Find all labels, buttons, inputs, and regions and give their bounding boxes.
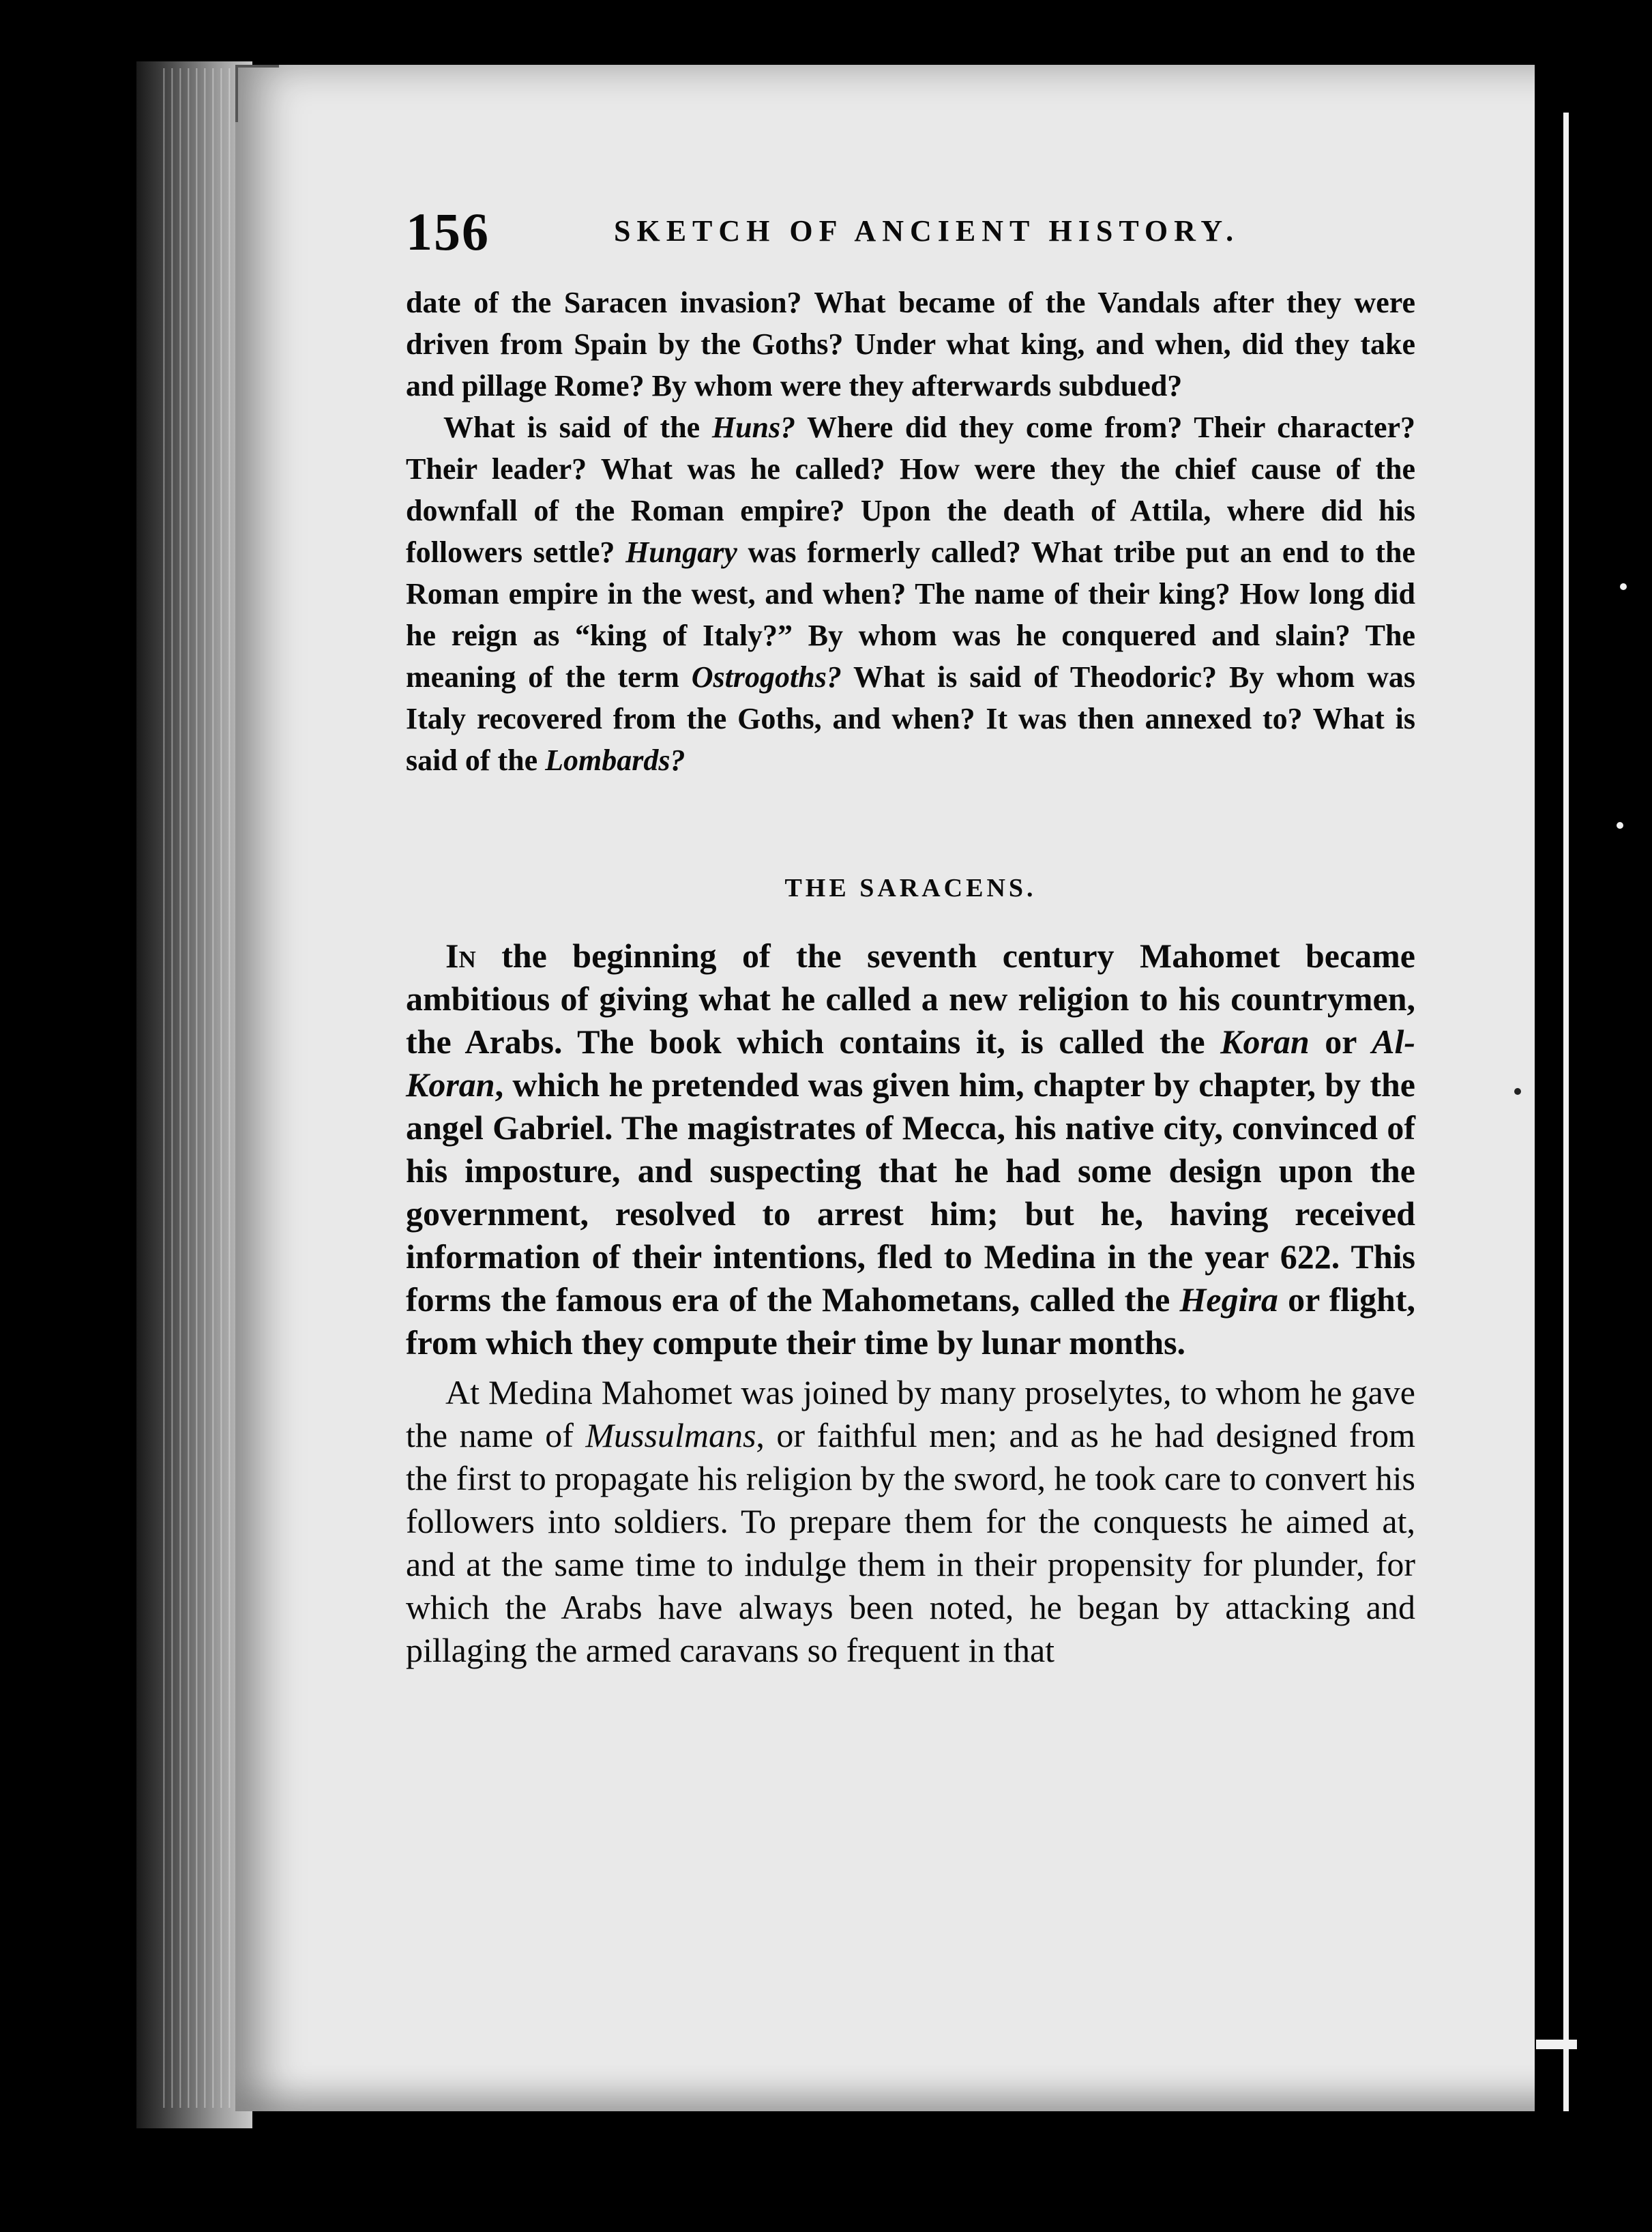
text-run: At Medina Mahomet was joined by many proselytes, to whom he gave the name of <box>406 1373 1415 1454</box>
text-run: date of the Saracen invasion? What became of the Vandals after they were driven from Spain by the Goths? Under what king, and when, did they take and pillage Rome? By whom were they afterwards subdued? <box>406 286 1415 402</box>
page-speck <box>1514 1088 1521 1095</box>
italic-term: Mussulmans <box>585 1416 756 1454</box>
review-questions <box>406 282 1415 781</box>
text-run: was formerly called? What tribe put an end to the Roman empire in the west, and when? The name of their king? How long did he reign as “king of Italy?” By whom was he conquered and slain? The meaning of the term <box>406 535 1415 694</box>
italic-term: Huns? <box>711 411 796 444</box>
facing-page-gutter <box>1535 0 1652 2232</box>
italic-term: Ostrogoths? <box>691 660 842 694</box>
page-number: 156 <box>406 202 490 261</box>
questions-paragraph-2 <box>406 407 1415 781</box>
italic-term: Hegira <box>1179 1280 1278 1319</box>
page-speck <box>1617 822 1623 829</box>
running-head-title: SKETCH OF ANCIENT HISTORY. <box>614 214 1240 248</box>
page-corner-mark <box>235 65 279 122</box>
facing-page-edge <box>1563 113 1569 2111</box>
section-title: THE SARACENS. <box>784 874 1037 902</box>
text-run: What is said of the <box>443 411 712 444</box>
questions-paragraph-1 <box>406 282 1415 407</box>
italic-term: Hungary <box>625 535 737 569</box>
text-column <box>406 194 1415 1672</box>
body-paragraph-1 <box>406 935 1415 1364</box>
section-body <box>406 935 1415 1672</box>
body-paragraph-2 <box>406 1371 1415 1672</box>
text-run: Where did they come from? Their character? Their leader? What was he called? How were they the chief cause of the downfall of the Roman empire? Upon the death of Attila, where did his followers settle? <box>406 411 1415 569</box>
page-speck <box>1620 583 1627 590</box>
facing-page-tick <box>1536 2040 1577 2049</box>
page-stack-lines <box>157 68 239 2108</box>
running-head <box>406 194 1415 261</box>
italic-term: Koran <box>1220 1023 1310 1061</box>
body-paragraph-1-text <box>406 937 1415 1362</box>
text-run: What is said of Theodoric? By whom was Italy recovered from the Goths, and when? It was then annexed to? What is said of the <box>406 660 1415 777</box>
text-run: , or faithful men; and as he had designed from the first to propagate his religion by the sword, he took care to convert his followers into soldiers. To prepare them for the conquests he aimed at, and at the same time to indulge them in their propensity for plunder, for which the Arabs have always been noted, he began by attacking and pillaging the armed caravans so frequent in that <box>406 1416 1415 1669</box>
italic-term: Al-Koran <box>406 1023 1415 1104</box>
text-run: or flight, from which they compute their time by lunar months. <box>406 1280 1415 1362</box>
text-run: or <box>1309 1023 1372 1061</box>
text-run: the beginning of the seventh century Mahomet became ambitious of giving what he called a new religion to his countrymen, the Arabs. The book which contains it, is called the <box>406 937 1415 1061</box>
italic-term: Lombards? <box>545 744 685 777</box>
drop-word: In <box>445 937 476 975</box>
text-run: , which he pretended was given him, chapter by chapter, by the angel Gabriel. The magistrates of Mecca, his native city, convinced of his imposture, and suspecting that he had some design upon the government, resolved to arrest him; but he, having received information of their intentions, fled to Medina in the year 622. This forms the famous era of the Mahometans, called the <box>406 1066 1415 1319</box>
